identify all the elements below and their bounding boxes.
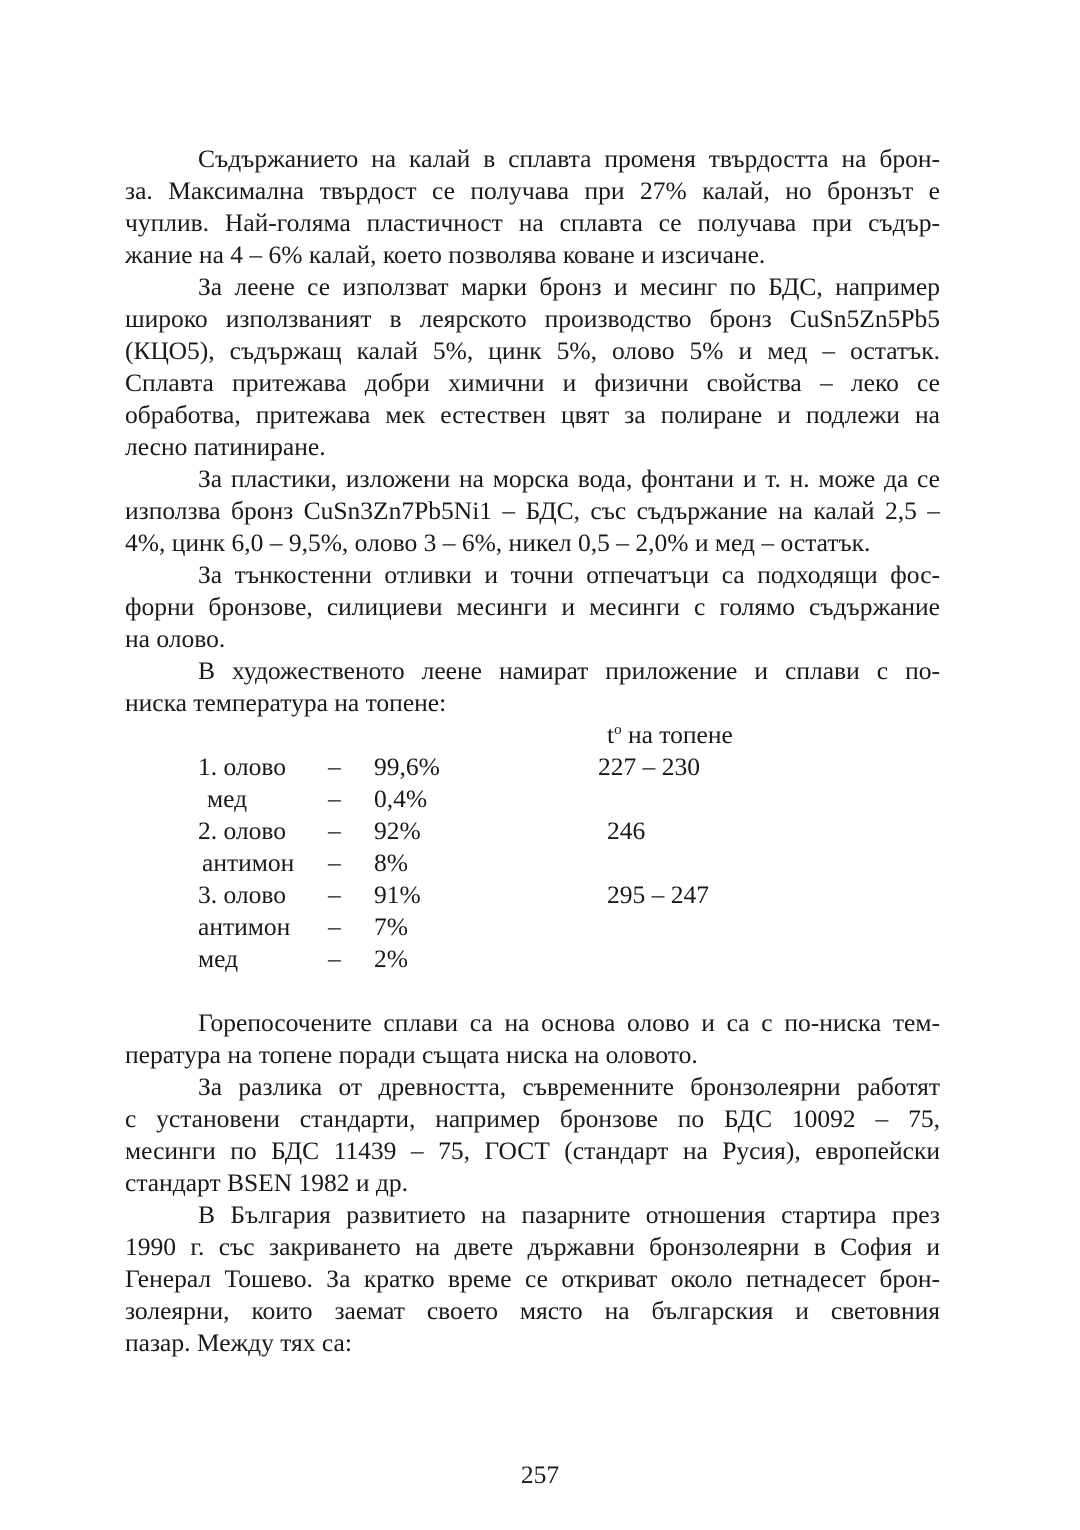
alloy-percent: 92%	[374, 816, 421, 845]
temp-header: $t^o$ на топене	[607, 720, 733, 749]
text-line: золеярни, които заемат своето място на българския и световния	[125, 1296, 940, 1325]
paragraph	[125, 1199, 940, 1359]
alloy-component: 3. олово	[198, 880, 287, 909]
alloy-dash: –	[328, 816, 341, 845]
page-number: 257	[520, 1460, 560, 1489]
text-line: За тънкостенни отливки и точни отпечатъци са подходящи фос-	[198, 560, 940, 589]
alloy-percent: 99,6%	[374, 752, 440, 781]
alloy-dash: –	[328, 944, 341, 973]
text-line: В художественото леене намират приложение и сплави с по-	[198, 656, 940, 685]
text-line: жание на 4 – 6% калай, което позволява коване и изсичане.	[125, 240, 766, 269]
text-line: на олово.	[125, 624, 226, 653]
paragraph	[125, 559, 940, 655]
paragraph	[125, 1007, 940, 1071]
paragraph	[125, 463, 940, 559]
text-line: пература на топене поради същата ниска на оловото.	[125, 1040, 698, 1069]
alloy-dash: –	[328, 880, 341, 909]
paragraph	[125, 1071, 940, 1199]
text-line: форни бронзове, силициеви месинги и месинги с голямо съдържание	[125, 592, 940, 621]
text-line: За леене се използват марки бронз и месинг по БДС, например	[198, 272, 940, 301]
melting-temperature: 227 – 230	[598, 752, 700, 781]
melting-temperature: 246	[607, 816, 646, 845]
text-line: Горепосочените сплави са на основа олово и са с по-ниска тем-	[198, 1008, 940, 1037]
text-line: Съдържанието на калай в сплавта променя твърдостта на брон-	[198, 144, 940, 173]
alloy-component: антимон	[198, 912, 291, 941]
text-line: широко използваният в леярското производство бронз CuSn5Zn5Pb5	[125, 304, 940, 333]
text-block-top	[125, 143, 940, 719]
alloy-dash: –	[328, 752, 341, 781]
spacer	[125, 975, 940, 1007]
text-line: Сплавта притежава добри химични и физични свойства – леко се	[125, 368, 940, 397]
text-line: месинги по БДС 11439 – 75, ГОСТ (стандарт на Русия), европейски	[125, 1136, 940, 1165]
text-line: за. Максимална твърдост се получава при 27% калай, но бронзът е	[125, 176, 940, 205]
alloy-table	[125, 719, 940, 975]
text-line: чуплив. Най-голяма пластичност на сплавта се получава при съдър-	[125, 208, 940, 237]
text-line: 4%, цинк 6,0 – 9,5%, олово 3 – 6%, никел 0,5 – 2,0% и мед – остатък.	[125, 528, 871, 557]
alloy-component: антимон	[202, 848, 295, 877]
alloy-dash: –	[328, 912, 341, 941]
text-line: 1990 г. със закриването на двете държавни бронзолеярни в София и	[125, 1232, 940, 1261]
alloy-percent: 91%	[374, 880, 421, 909]
text-line: използва бронз CuSn3Zn7Pb5Ni1 – БДС, със съдържание на калай 2,5 –	[125, 496, 940, 525]
text-line: лесно патиниране.	[125, 432, 326, 461]
text-line: обработва, притежава мек естествен цвят за полиране и подлежи на	[125, 400, 940, 429]
text-line: (КЦО5), съдържащ калай 5%, цинк 5%, олово 5% и мед – остатък.	[125, 336, 940, 365]
alloy-percent: 2%	[374, 944, 408, 973]
paragraph	[125, 655, 940, 719]
alloy-percent: 8%	[374, 848, 408, 877]
alloy-percent: 7%	[374, 912, 408, 941]
alloy-component: 1. олово	[198, 752, 287, 781]
text-line: Генерал Тошево. За кратко време се откриват около петнадесет брон-	[125, 1264, 940, 1293]
alloy-dash: –	[328, 784, 341, 813]
page-body	[125, 143, 940, 1359]
text-line: пазар. Между тях са:	[125, 1328, 352, 1357]
melting-temperature: 295 – 247	[607, 880, 709, 909]
alloy-percent: 0,4%	[374, 784, 428, 813]
alloy-component: мед	[198, 944, 239, 973]
text-line: ниска температура на топене:	[125, 688, 447, 717]
text-line: За разлика от древността, съвременните бронзолеярни работят	[198, 1072, 940, 1101]
alloy-component: мед	[207, 784, 248, 813]
paragraph	[125, 271, 940, 463]
alloy-component: 2. олово	[198, 816, 287, 845]
text-line: За пластики, изложени на морска вода, фонтани и т. н. може да се	[198, 464, 940, 493]
text-line: В България развитието на пазарните отношения стартира през	[198, 1200, 940, 1229]
paragraph	[125, 143, 940, 271]
text-block-bottom	[125, 1007, 940, 1359]
text-line: стандарт BSEN 1982 и др.	[125, 1168, 409, 1197]
text-line: с установени стандарти, например бронзове по БДС 10092 – 75,	[125, 1104, 940, 1133]
alloy-dash: –	[328, 848, 341, 877]
